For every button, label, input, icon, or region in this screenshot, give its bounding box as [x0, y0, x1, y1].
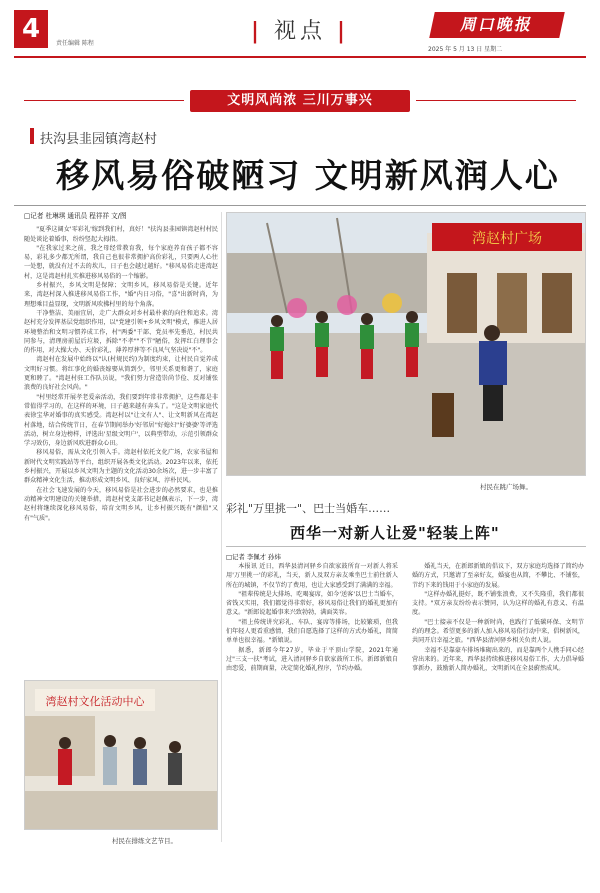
sub-article-paragraph: 本报讯 近日，西华县清河驿乡自欲家鼓所育一对新人将采用'万里挑一'的彩礼，当天，新人及双方亲友乘坐巴士前往新人所在的城镇，不仅节约了费用，也让大家感受到了满满的幸福。	[226, 563, 398, 589]
sub-article-column-2	[412, 562, 584, 674]
square-dance-illustration	[227, 213, 586, 476]
article-paragraph: 干净整洁、美丽宜居，走广大群众对乡村最朴素的向往和追求。湾赵村充分发挥基层党组织作用，以"党建引领+乡风文明"模式，推进人居环境整治和文明习惯养成工作，村"两委"干部、党员率先垂范，村民共同参与，清理房前屋后垃圾，拆除"不孝""不节"陋俗，发挥红白理事会的作用，对大操大办、天价彩礼、薄养厚葬等不良风气坚决说"不"。	[24, 309, 218, 355]
sub-article-column-1	[226, 562, 398, 674]
rehearsal-illustration	[25, 681, 218, 830]
banner-line-left	[24, 100, 184, 101]
editor-line: 责任编辑 陈程	[56, 40, 94, 47]
performer	[58, 737, 72, 785]
article-kicker: 扶沟县韭园镇湾赵村	[40, 132, 158, 147]
photo2-caption: 村民在排练文艺节目。	[112, 837, 177, 845]
performer	[103, 735, 117, 785]
sub-article-headline: 西华一对新人让爱"轻装上阵"	[290, 524, 500, 542]
date-line: 2025 年 5 月 13 日 星期二	[428, 46, 503, 53]
article-paragraph: "村里经常开展孝老爱亲活动，我们要到年常非常拥护，这些都是非常值得学习的，在这样的环境，日子越来越有奔头了。"这是文明家庭代表徐宝华对婚事的真实感受。湾赵村以"让文有人"、让文明新风在湾赵村落地，结合传统节日，在春节期间举办'好邻居''好媳妇''好婆婆'等评选活动，树立身边榜样，评选出'星级文明户'，以典型带动，示范引领群众学习效仿，身边新风吹进群众心田。	[24, 393, 218, 448]
sub-article-paragraph: 据悉，新郎今年27岁，毕业于平顶山学院，2021年通过"三支一扶"考试，进入清河驿乡自欲家鼓所工作。新郎新娘自由恋爱，前期商量，决定简化婚礼程序，节约办婚。	[226, 646, 398, 673]
sub-article-paragraph: "这样办婚礼挺好，既不铺张浪费，又不失隆重，我们都很支持。"双方亲友纷纷表示赞同，认为这样的婚礼有意义、有温度。	[412, 590, 584, 617]
article-paragraph: 在社会飞速发展的今天，移风易俗是社会进步的必然要求，也是推动精神文明建设的关键举措，湾赵村党支部书记赵佩表示，下一步，湾赵村将继续深化移风易俗，培育文明乡风，让乡村振兴既有"颜值"又有"气质"。	[24, 486, 218, 522]
section-label: 视点	[273, 19, 326, 44]
sub-article-kicker: 彩礼"万里挑一"、巴士当婚车……	[226, 502, 391, 515]
sub-article-paragraph: 婚礼当天，在新郎新娘的倡议下，双方家庭均选择了简约办婚的方式，只邀请了至亲好友，婚宴也从简，不攀比、不铺张，节约下来的钱用于小家庭的发展。	[412, 563, 584, 589]
masthead-logo: 周口晚报	[429, 12, 565, 38]
headline-rule	[14, 205, 586, 206]
sub-article-byline: □记者 李佩才 孙炜	[226, 553, 281, 561]
performer	[133, 737, 147, 785]
article-byline: □记者 杜琳琪 通讯员 程祥祥 文/图	[24, 212, 127, 220]
sub-article-paragraph: 幸福不是靠豪车排场堆砌出来的，而是靠两个人携手同心经营出来的。近年来，西华县持续推进移风易俗工作，大力倡导婚事新办，鼓励新人简办婚礼，文明新风在全县蔚然成风。	[412, 646, 584, 673]
article-body	[24, 212, 218, 523]
building-sign: 湾赵村广场	[472, 231, 542, 247]
square-dance-photo	[226, 212, 586, 476]
performer	[168, 741, 182, 785]
section-title: | 视点 |	[250, 18, 350, 44]
kicker-marker	[30, 128, 34, 144]
photo1-caption: 村民在跳广场舞。	[480, 483, 532, 491]
sub-article-paragraph: "祖辈传统是大排场、吃喝宴席，如今'送客'以巴士当婚车，省钱又实用，我们都觉得非常好，移风易俗让我们的婚礼更加有意义。"新郎说起婚事来兴致勃勃，满面笑容。	[226, 590, 398, 617]
article-headline: 移风易俗破陋习 文明新风润人心	[56, 156, 560, 195]
rehearsal-photo	[24, 680, 218, 830]
sub-article-rule	[226, 546, 586, 547]
article-paragraph: "在我家过来之前，我之母经常教育我，每个家庭养育孩子都不容易，彩礼多少都无所谓，我自己也很非常拥护高价彩礼，只要两人心往一处想，就没有过不去的坎儿，日子也会越过越好。"移风易俗走进湾赵村，这是湾赵村扎实推进移风易俗的一个缩影。	[24, 244, 218, 280]
page-number: 4	[14, 10, 48, 48]
banner-line-right	[416, 100, 576, 101]
sub-article-paragraph: "祖上传统讲究彩礼、车队、宴席等排场，比较繁琐，但我们年轻人更看重感情，我们自愿选择了这样的方式办婚礼，简简单单也很幸福。"新娘说。	[226, 618, 398, 645]
article-paragraph: 乡村振兴，乡风文明是保障；文明乡风，移风易俗是关键。近年来，湾赵村深入推进移风易俗工作，"婚"内日习俗，"喜"出新时尚，为理想乘目益显现，文明新风吹拂村里的每个角落。	[24, 282, 218, 308]
sub-article-paragraph: "巴士接亲不仅是一种新时尚，也践行了低碳环保、文明节约的理念。希望更多的新人加入移风易俗行动中来，倡树新风，共同开启幸福之旅。"西华县清河驿乡相关负责人说。	[412, 618, 584, 645]
article-paragraph: "夏季这阔女'零彩礼'嫁到我们村，真好！"扶沟县韭园镇湾赵村村民随处谈论着婚事，纷纷竖起大拇指。	[24, 226, 218, 243]
activity-center-sign: 湾赵村文化活动中心	[45, 695, 145, 708]
topic-banner: 文明风尚浓 三川万事兴	[190, 90, 410, 112]
article-paragraph: 移风易俗，需从文化引领入手。湾赵村依托文化广场，农家书屋和新时代文明实践站等平台，组织开展各类文化活动。2023年以来，依托乡村振兴，开展以乡风文明为主题的文化活动30余场次，进一步丰富了群众精神文化生活，推动形成文明乡风、良好家风、淳朴民风。	[24, 449, 218, 485]
column-divider	[221, 212, 222, 842]
top-rule	[14, 56, 586, 58]
article-paragraph: 湾赵村在发展中始终以"认(村规民约)为制度约束，让村民自觉养成文明好习惯。将红事化的婚丧嫁娶从简到少，邻里关系更和谐了，家庭更和睦了。"湾赵村驻工作队员说，"我们努力营造崇尚节俭、反对铺张浪费的良好社会风尚。"	[24, 356, 218, 392]
